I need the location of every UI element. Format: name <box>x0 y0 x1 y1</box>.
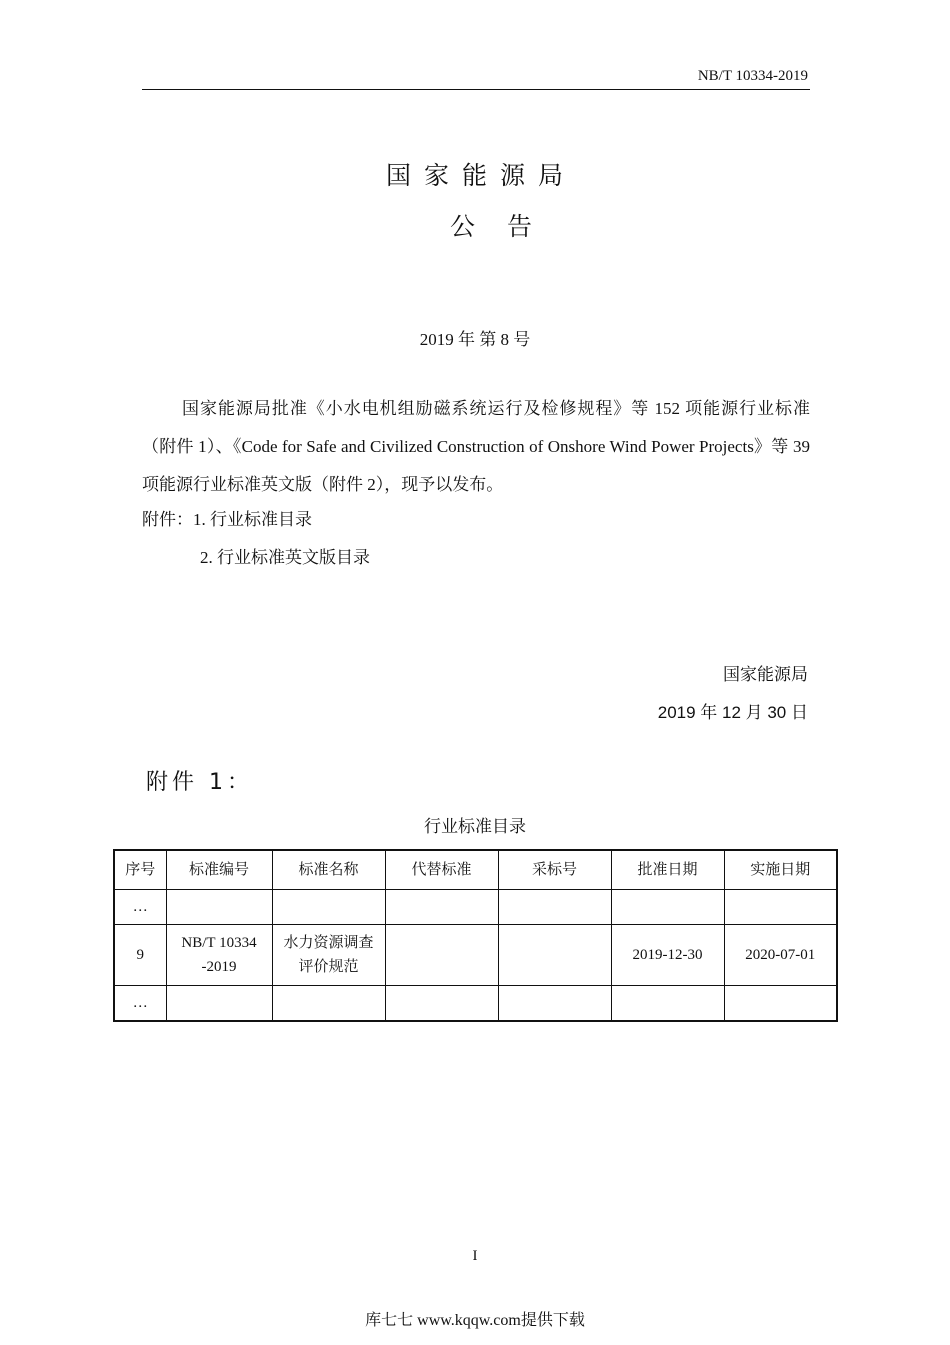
table-cell <box>272 925 385 986</box>
table-title: 行业标准目录 <box>424 817 526 837</box>
table-cell: … <box>114 890 166 925</box>
table-row <box>114 890 837 925</box>
signer: 国家能源局 <box>723 665 808 684</box>
column-header: 序号 <box>114 850 166 890</box>
table-cell <box>166 986 272 1022</box>
table-cell: 2020-07-01 <box>724 925 837 986</box>
table-cell: … <box>114 986 166 1022</box>
sign-date: 2019 年 12 月 30 日 <box>657 703 808 722</box>
standard-name-line: 评价规范 <box>298 959 359 975</box>
table-cell <box>272 986 385 1022</box>
standard-name-line: 水力资源调查 <box>283 935 374 951</box>
table-cell <box>272 890 385 925</box>
table-cell <box>498 925 611 986</box>
issuer-title: 国家能源局 <box>385 161 576 190</box>
announcement-title: 公告 <box>449 212 564 241</box>
table-cell: 9 <box>114 925 166 986</box>
page-number: I <box>472 1248 478 1264</box>
header-divider <box>142 89 810 90</box>
standard-code-line: NB/T 10334 <box>181 935 257 951</box>
table-cell <box>166 925 272 986</box>
table-cell <box>385 890 498 925</box>
column-header: 采标号 <box>498 850 611 890</box>
header-standard-code: NB/T 10334-2019 <box>697 68 808 84</box>
table-cell <box>724 890 837 925</box>
attachment-list-item-1: 附件：1. 行业标准目录 <box>142 510 312 529</box>
column-header: 标准名称 <box>272 850 385 890</box>
standards-table <box>113 849 838 1022</box>
table-row <box>114 986 837 1022</box>
table-cell <box>385 986 498 1022</box>
standard-code-line: -2019 <box>201 959 237 975</box>
table-row <box>114 925 837 986</box>
announcement-body: 国家能源局批准《小水电机组励磁系统运行及检修规程》等 152 项能源行业标准（附件 1）、《Code for Safe and Civilized Construction of Onshore Wind Power Projects》等 39 项能源行业标准英文版（附件 2），现予以发布。 <box>142 399 810 494</box>
table-cell <box>498 890 611 925</box>
table-cell <box>611 890 724 925</box>
table-header-row <box>114 850 837 890</box>
table-cell: 2019-12-30 <box>611 925 724 986</box>
column-header: 批准日期 <box>611 850 724 890</box>
column-header: 标准编号 <box>166 850 272 890</box>
download-source-footer: 库七七 www.kqqw.com提供下载 <box>365 1312 585 1329</box>
table-cell <box>611 986 724 1022</box>
attachment-heading: 附件 1： <box>146 770 253 795</box>
table-cell <box>385 925 498 986</box>
table-cell <box>166 890 272 925</box>
table-cell <box>498 986 611 1022</box>
attachment-list-item-2: 2. 行业标准英文版目录 <box>200 548 370 567</box>
column-header: 代替标准 <box>385 850 498 890</box>
announcement-number: 2019 年 第 8 号 <box>419 330 531 349</box>
column-header: 实施日期 <box>724 850 837 890</box>
table-cell <box>724 986 837 1022</box>
